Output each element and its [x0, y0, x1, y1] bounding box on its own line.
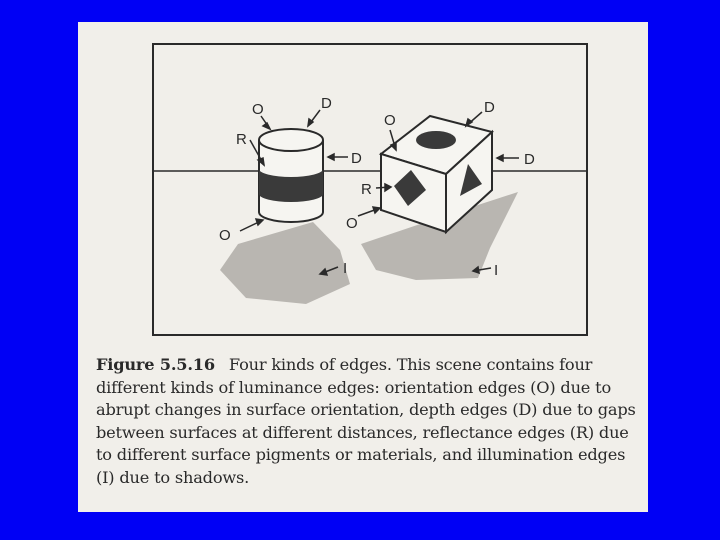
cyl-label-o-bottom: O: [219, 227, 231, 244]
cylinder: [259, 129, 323, 222]
cube-label-d-side: D: [524, 151, 535, 168]
cylinder-top: [259, 129, 323, 151]
cyl-label-r: R: [236, 131, 247, 148]
cube-label-d-top: D: [484, 99, 495, 116]
cylinder-shadow: [220, 222, 350, 304]
cube-top-disc: [416, 131, 456, 149]
cyl-label-o-top: O: [252, 101, 264, 118]
figure-number: Figure 5.5.16: [96, 355, 215, 374]
cube-label-o-top: O: [384, 112, 396, 129]
cyl-label-d-side: D: [351, 150, 362, 167]
edge-scene-illustration: [78, 22, 648, 342]
cube-label-i: I: [494, 262, 499, 279]
figure-caption: [96, 354, 638, 489]
figure-caption-text: Four kinds of edges. This scene contains four different kinds of luminance edges: orientation edges (O) due to abrupt changes in surface orientation, depth edges (D) due to gaps between surfaces at different distances, reflectance edges (R) due to different surface pigments or materials, and illumination edges (I) due to shadows.: [96, 355, 636, 487]
cyl-label-i: I: [343, 260, 348, 277]
figure-page: [78, 22, 648, 512]
cyl-label-d-top: D: [321, 95, 332, 112]
cube-label-r: R: [361, 181, 372, 198]
cube-label-o-bottom: O: [346, 215, 358, 232]
